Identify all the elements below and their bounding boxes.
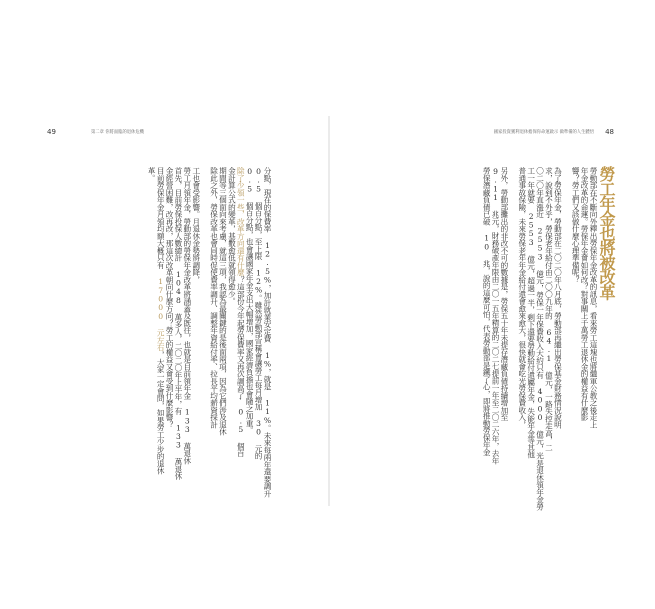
- text-line: [164, 167, 173, 504]
- left-page-number: 49: [47, 128, 56, 136]
- right-page: [334, 116, 620, 511]
- right-page-number: 48: [605, 128, 614, 136]
- text-line: [218, 167, 227, 504]
- text-line: [499, 167, 508, 504]
- text-line: [182, 167, 191, 504]
- text-line: [526, 167, 535, 504]
- text-line: [508, 167, 517, 504]
- text-segment: ？這部份今年起勞保費率又再次調高了 0.5 個百: [236, 275, 246, 457]
- text-segment: 9.11 兆元，財務破產年限由二〇一五年精算的二〇二七提前一年至二〇二六年，去年: [491, 167, 501, 465]
- text-segment: 金經營困難，改再改，那這次改革朝向什麼方向？勞工的權益又會受到什麼影響？: [165, 167, 175, 428]
- text-line: [552, 167, 561, 504]
- text-line: [544, 167, 553, 504]
- text-line: [191, 167, 200, 504]
- text-segment: 0.5 個百分點，也會讓國家年金支出大幅增加，國家經濟負擔也會隨之加重。: [245, 167, 255, 434]
- text-segment: 除此之外，勞保改革也會同時促使費率調升、調整年資給付率、拉長平均薪資採計: [209, 167, 219, 428]
- text-line: [535, 167, 545, 511]
- text-line: [209, 167, 218, 504]
- text-segment: 勞保潛藏負債已破 10 兆，說的這麼可怕，代表勞動部是鐵了心，即將推動勞保年金: [482, 167, 492, 456]
- text-line: [561, 167, 570, 504]
- text-segment: 分點，現在的保費率 12.5%，加計就業安定費 1%，就是 11%。未來每兩年還要調升: [263, 167, 272, 497]
- text-segment: 勞工月領年金，勞動部的勞保年金改革將涵蓋及既往，也就是目前領年金 133 萬退休: [182, 167, 192, 465]
- text-segment: 另外，勞動部攤出的非改不可的數據是，勞保五十年未提存潛藏負債持續增加至: [499, 167, 509, 421]
- text-segment: 0.5 個百分點，至上限 12%。雖然勞動部宣稱會讓勞工每月增加 30 元的: [254, 167, 264, 460]
- gutter: [328, 116, 330, 506]
- text-line: [588, 167, 597, 504]
- text-segment: 首先，目前勞保投保人數總計 1048 萬多人，二〇二〇年上半年，有 133 萬退休: [173, 167, 183, 480]
- text-line: [570, 167, 579, 504]
- subheading-text: 除了少領一些，改革方向還有什麼: [236, 167, 246, 276]
- left-running-header: 第二章 你將面臨的退休危機: [91, 130, 144, 135]
- text-line: [490, 167, 499, 504]
- text-line: [244, 167, 253, 504]
- text-segment: 求，說到不外乎，勞保老年給付由二〇〇九年的 64.1 億元，一路失控走高，二: [544, 167, 554, 451]
- book-spread: [37, 116, 620, 511]
- text-line: [226, 167, 235, 504]
- text-segment: 響？勞工們又該做什麼心理準備呢？: [571, 167, 581, 283]
- highlighted-text: 17000 元左右: [156, 277, 166, 351]
- text-line: [155, 167, 164, 504]
- left-body-text: [47, 167, 271, 504]
- text-segment: 工也會受影響。月退休金勢將調降，: [191, 167, 201, 283]
- text-segment: 金計算公式的變革，基數愈低就領得愈少。: [227, 167, 237, 305]
- text-line: [579, 167, 588, 504]
- text-line: [253, 167, 262, 504]
- text-segment: 為了勞保年金，勞動部在二〇二〇年八月底，勞動部再繼出勞保基金財務情況說明: [553, 167, 563, 428]
- text-line: [146, 167, 155, 504]
- text-line: [262, 167, 271, 504]
- text-line: [173, 167, 182, 504]
- text-line: [481, 167, 490, 504]
- right-running-header: 國家投資獲利退休擔保你命運啟示 做準備的人生體悟: [493, 130, 594, 135]
- text-segment: 〇二〇年直漲近 2553 億元，勞保一年保費收入大約只有 4000 億元，光是退休領年金勞: [535, 167, 545, 511]
- text-line: [200, 167, 209, 504]
- text-segment: 期間等三個面向來考慮，就這三項，我認為最關鍵的是後面兩項，因為它們涉及退休: [218, 167, 228, 436]
- text-line: [517, 167, 526, 504]
- text-segment: 年金改革的命運。勞保年金會如何改？對事關上千萬勞工退休金的權益有什麼影: [580, 167, 590, 421]
- text-segment: ，大家一定會問，如果勞工少步的退休: [156, 350, 166, 475]
- right-body-text: [338, 167, 598, 511]
- text-segment: 勞動部在不斷向外釋出勞保年金改革的訊息，看來勞工這塊也將繼軍公教之後走上: [589, 167, 598, 428]
- text-segment: 工一年就要 2553 億元，超過一半，剩下還要勞動給付還屬年金，失能年金等其他: [526, 167, 536, 459]
- section-title: 勞工年金也將被改革: [597, 166, 616, 300]
- text-segment: 革。: [147, 167, 157, 182]
- text-segment: 目前勞保年金月領均額大概只有: [156, 167, 166, 278]
- text-segment: 普通事故保險，未來勞保老年年金給付還會愈來愈大，很快就會吃光勞保費收入，: [517, 167, 527, 428]
- text-line: [235, 167, 244, 504]
- left-page: [37, 116, 325, 506]
